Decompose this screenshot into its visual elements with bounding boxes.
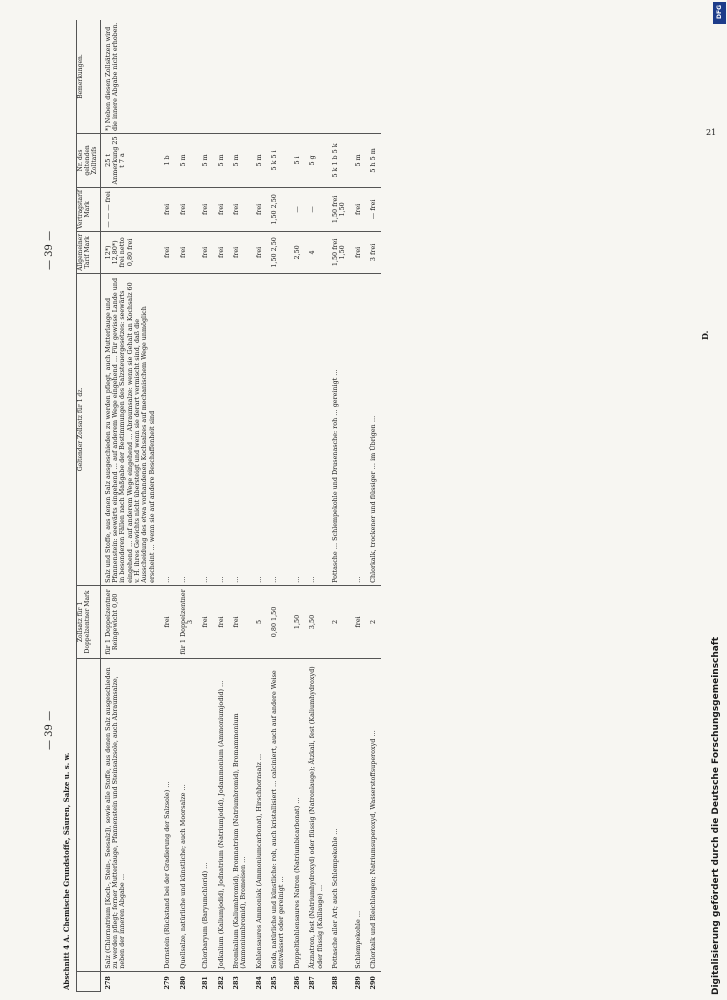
tariff-number: 5 m [229, 133, 252, 187]
goods-description: Bromkalium (Kaliumbromid), Bromnatrium (Natriumbromid), Bromammonium (Ammoniumbromid), Bromeisen … [229, 658, 252, 971]
general-tariff: frei [229, 231, 252, 273]
general-tariff: 1,50 frei 1,50 [328, 231, 351, 273]
goods-description: Doppeltkohlensaures Natron (Natriumbicarbonat) … [290, 658, 305, 971]
tariff-number: 5 m [176, 133, 199, 187]
tariff-number: 25 t Anmerkung 25 t 7 a [100, 133, 160, 187]
remarks [290, 20, 305, 133]
table-row [305, 20, 328, 992]
remarks: *) Neben diesen Zollsätzen wird die innere Abgabe nicht erhoben. [100, 20, 160, 133]
table-row [252, 20, 267, 992]
table-row [100, 20, 160, 992]
row-number: 281 [201, 976, 210, 990]
remarks [176, 20, 199, 133]
base-rate: 0,80 1,50 [267, 585, 290, 658]
tariff-table-body [100, 20, 381, 992]
general-tariff: frei [176, 231, 199, 273]
dfg-credit-text: Digitalisierung gefördert durch die Deutsche Forschungsgemeinschaft [711, 636, 721, 995]
treaty-tariff: frei [160, 187, 175, 231]
col-gelt-header: Geltender Zollsatz für 1 dz. [77, 273, 101, 585]
table-row [366, 20, 381, 992]
current-rate-description: Salz und Stoffe, aus denen Salz ausgeschieden zu werden pflegt, auch Mutterlauge und Pfannenstein: seewärts eingehend … auf anderem Wege eingehend … Für gewisse Lande und in besonderen Fällen nach Maßgabe der Bestimmungen des Salzsteuergesetzes: seewärts eingehend … auf anderem Wege eingehend … Abraumsalze: wenn sie Gehalt an Kochsalz 60 v. H. ihres Gewichts nicht übersteigt und wenn sie derart vermischt sind, daß die Ausscheidung des etwa vorhandenen Kochsalzes auf mechanischem Wege unmöglich erscheint … wenn sie auf andere Beschaffenheit sind [100, 273, 160, 585]
table-row [229, 20, 252, 992]
table-row [160, 20, 175, 992]
goods-description: Pottasche aller Art; auch Schlempekohle … [328, 658, 351, 971]
current-rate-description: … [305, 273, 328, 585]
table-row [176, 20, 199, 992]
current-rate-description: … [252, 273, 267, 585]
row-number: 282 [216, 976, 225, 990]
current-rate-description: Pottasche … Schlempekohle und Drusenasche: roh … gereinigt … [328, 273, 351, 585]
goods-description: Jodkalium (Kaliumjodid), Jodnatrium (Natriumjodid), Jodammonium (Ammoniumjodid) … [214, 658, 229, 971]
row-number: 290 [368, 976, 377, 990]
remarks [328, 20, 351, 133]
treaty-tariff: 1,50 2,50 [267, 187, 290, 231]
goods-description: Soda, natürliche und künstliche: roh, auch kristallisiert … calciniert, auch auf andere Weise entwässert oder gereinigt … [267, 658, 290, 971]
base-rate: 1,50 [290, 585, 305, 658]
general-tariff: frei [160, 231, 175, 273]
goods-description: Chlorbaryum (Baryumchlorid) … [198, 658, 213, 971]
row-number: 284 [254, 976, 263, 990]
tariff-number: 5 m [252, 133, 267, 187]
table-row [198, 20, 213, 992]
base-rate: frei [198, 585, 213, 658]
remarks [160, 20, 175, 133]
table-row [214, 20, 229, 992]
treaty-tariff: frei [214, 187, 229, 231]
current-rate-description: … [160, 273, 175, 585]
row-number: 280 [178, 976, 187, 990]
treaty-tariff: — — — frei [100, 187, 160, 231]
tariff-number: 5 k 1 b 5 k [328, 133, 351, 187]
general-tariff: frei [198, 231, 213, 273]
goods-description: Ätznatron, fest (Natriumhydroxyd) oder flüssig (Natronlauge); Ätzkali, fest (Kaliumhydroxyd) oder flüssig (Kalilauge) … [305, 658, 328, 971]
general-tariff: 1,50 2,50 [267, 231, 290, 273]
base-rate: 3,50 [305, 585, 328, 658]
dfg-logo: DFG [713, 2, 726, 24]
col-vertrag-header: Vertragstarif Mark [77, 187, 101, 231]
row-number: 285 [270, 976, 279, 990]
tariff-number: 5 h 5 m [366, 133, 381, 187]
tariff-number: 5 m [214, 133, 229, 187]
row-number: 278 [103, 976, 112, 990]
base-rate: frei [160, 585, 175, 658]
remarks [252, 20, 267, 133]
row-number: 286 [292, 976, 301, 990]
left-page-number: — 39 — [44, 710, 55, 750]
row-number: 283 [231, 976, 240, 990]
base-rate: frei [351, 585, 366, 658]
current-rate-description: … [267, 273, 290, 585]
remarks [351, 20, 366, 133]
general-tariff: 4 [305, 231, 328, 273]
tariff-number: 1 b [160, 133, 175, 187]
treaty-tariff: frei [176, 187, 199, 231]
col-nr-header: Nr. des geltenden Zolltarifs [77, 133, 101, 187]
remarks [366, 20, 381, 133]
remarks [214, 20, 229, 133]
current-rate-description: … [351, 273, 366, 585]
remarks [198, 20, 213, 133]
current-rate-description: … [290, 273, 305, 585]
base-rate: frei [214, 585, 229, 658]
treaty-tariff: frei [198, 187, 213, 231]
bottom-page-number: 21 [706, 128, 717, 137]
current-rate-description: … [229, 273, 252, 585]
goods-description: Dornstein (Rückstand bei der Gradierung der Salzsole) … [160, 658, 175, 971]
treaty-tariff: — [305, 187, 328, 231]
goods-description: Chlorkalk und Bleichlaugen; Natriumsuperoxyd, Wasserstoffsuperoxyd … [366, 658, 381, 971]
section-header: Abschnitt 4 A. Chemische Grundstoffe, Säuren, Salze u. s. w. [62, 752, 71, 990]
goods-description: Schlempekohle … [351, 658, 366, 971]
right-page-number: — 39 — [44, 230, 55, 270]
goods-description: Quellsalze, natürliche und künstliche; auch Moorsalze … [176, 658, 199, 971]
tariff-table [76, 20, 381, 992]
tariff-number: 5 i [290, 133, 305, 187]
base-rate: 5 [252, 585, 267, 658]
current-rate-description: Chlorkalk, trockener und flüssiger … im Übrigen … [366, 273, 381, 585]
treaty-tariff: 1,50 frei 1,50 [328, 187, 351, 231]
row-number: 289 [353, 976, 362, 990]
general-tariff: frei [252, 231, 267, 273]
row-number: 279 [163, 976, 172, 990]
treaty-tariff: frei [229, 187, 252, 231]
current-rate-description: … [198, 273, 213, 585]
base-rate: 2 [328, 585, 351, 658]
table-row [267, 20, 290, 992]
table-row [328, 20, 351, 992]
tariff-number: 5 m [351, 133, 366, 187]
table-row [351, 20, 366, 992]
treaty-tariff: — frei [366, 187, 381, 231]
table-row [290, 20, 305, 992]
general-tariff: 2,50 [290, 231, 305, 273]
row-number: 288 [330, 976, 339, 990]
row-number: 287 [308, 976, 317, 990]
base-rate: 2 [366, 585, 381, 658]
base-rate: für 1 Doppelzentner Reingewicht 0,80 [100, 585, 160, 658]
remarks [267, 20, 290, 133]
col-bem-header: Bemerkungen. [77, 20, 101, 133]
treaty-tariff: frei [252, 187, 267, 231]
general-tariff: frei [214, 231, 229, 273]
general-tariff: 12*) 12,80*) frei netto 0,80 frei [100, 231, 160, 273]
dfg-sidebar [711, 10, 725, 995]
goods-description: Salz (Chlornatrium [Koch-, Stein-, Seesalz]), sowie alle Stoffe, aus denen Salz ausgeschieden zu werden pflegt; ferner Mutterlauge, Pfannenstein und Steinsalzsole, auch Abraumsalze, neben der inneren Abgabe … [100, 658, 160, 971]
base-rate: für 1 Doppelzentner 3 [176, 585, 199, 658]
goods-description: Kohlensaures Ammoniak (Ammoniumcarbonat), Hirschhornsalz … [252, 658, 267, 971]
general-tariff: 3 frei [366, 231, 381, 273]
col-no-header [77, 971, 101, 991]
tariff-number: 5 m [198, 133, 213, 187]
treaty-tariff: — [290, 187, 305, 231]
remarks [305, 20, 328, 133]
treaty-tariff: frei [351, 187, 366, 231]
tariff-number: 5 k 5 i [267, 133, 290, 187]
base-rate: frei [229, 585, 252, 658]
general-tariff: frei [351, 231, 366, 273]
tariff-number: 5 g [305, 133, 328, 187]
footer-letter: D. [700, 330, 710, 340]
col-goods-header [77, 658, 101, 971]
col-rate-header: Zollsatz für 1 Doppelzentner Mark [77, 585, 101, 658]
col-allg-header: Allgemeiner Tarif Mark [77, 231, 101, 273]
remarks [229, 20, 252, 133]
current-rate-description: … [176, 273, 199, 585]
current-rate-description: … [214, 273, 229, 585]
